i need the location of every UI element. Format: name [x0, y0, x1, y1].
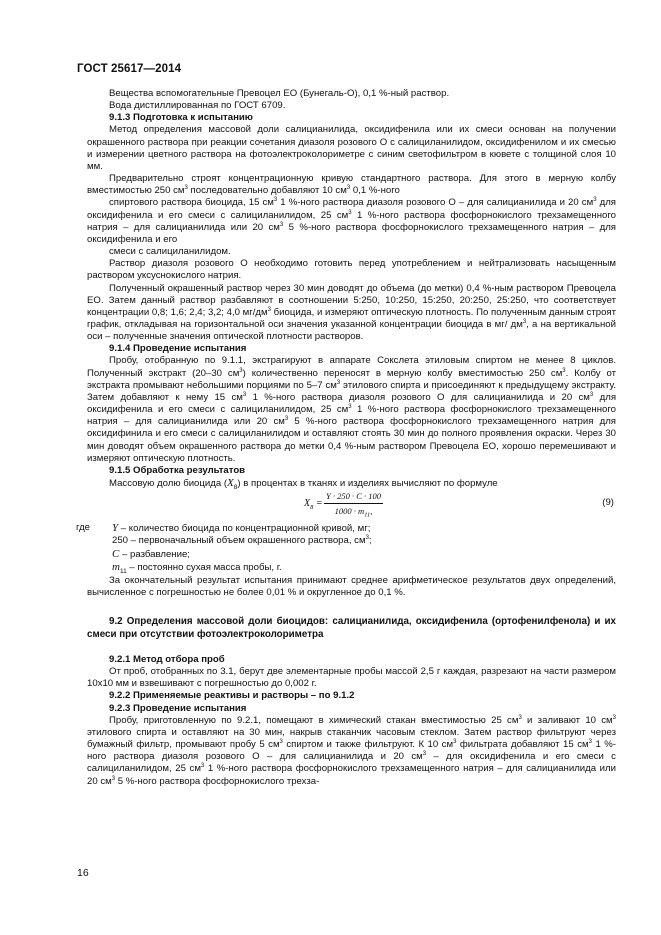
superscript: 3 [239, 367, 243, 374]
text: 5 %-ного раствора фосфорнокислого трехзамещенного натрия – для оксидифенила и его [87, 221, 616, 245]
formula-number: (9) [602, 497, 614, 509]
text: этилового спирта и присоединяют к предыдущему экстракту. Затем добавляют к нему 15 см [87, 379, 616, 403]
text: Вещества вспомогательные Превоцел ЕО (Бунегаль-О), 0,1 %-ный раствор. [109, 88, 450, 99]
formula-denominator [324, 504, 383, 517]
text: 1 %-ного раствора диазоля розового О – для салицианилида и 20 см [277, 197, 594, 209]
superscript: 3 [200, 763, 205, 770]
superscript: 3 [588, 738, 592, 745]
paragraph [87, 477, 616, 490]
text: спиртом и также фильтруют. К 10 см [282, 739, 454, 751]
superscript: 3 [562, 367, 566, 374]
section-heading: 9.2 Определения массовой доли биоцидов: салицианилида, оксидифенила (ортофенилфенола) и их смеси при отсутствии фотоэлектроколориметра [87, 615, 616, 640]
text: Вода дистиллированная по ГОСТ 6709. [109, 100, 286, 112]
text: – разбавление; [119, 549, 190, 561]
text: 5 %-ного раствора фосфорнокислого трехзамещенного натрия для оксидифинила и его смеси с салициланилидом и оставляют стоять 30 мин до полного проявления окраски. Через 30 мин доводят объем окрашенного раствора до метки 0,4 %-ным раствором Превоцела ЕО, хорошо перемешивают и измеряют оптическую плотность. [87, 416, 616, 464]
paragraph: Раствор диазоля розового О необходимо готовить перед употреблением и нейтрализовать насыщенным раствором уксуснокислого натрия. [87, 258, 616, 282]
paragraph [87, 100, 616, 112]
symbol-c: C [112, 548, 120, 561]
page-number: 16 [77, 867, 89, 879]
definition-row [87, 561, 616, 574]
text: Предварительно строят концентрационную кривую стандартного раствора. Для этого в мерную колбу вместимостью 250 см [87, 173, 616, 197]
symbol-m: m [112, 561, 120, 574]
text: спиртового раствора биоцида, 15 см [109, 197, 274, 209]
text: – количество биоцида по концентрационной кривой, мг; [118, 523, 371, 535]
definition-row [87, 548, 616, 561]
superscript: 3 [365, 535, 369, 542]
text: ) количественно переносят в мерную колбу вместимостью 250 см [242, 367, 563, 379]
text: для оксидифенила и его смеси с салициланилидом, 25 см [87, 197, 616, 221]
subscript: 11 [119, 568, 127, 576]
section-heading: 9.1.5 Обработка результатов [109, 464, 246, 476]
document-body [76, 88, 617, 788]
text: биоцида, и измеряют оптическую плотность. По полученным данным строят график, откладывая на горизонтальной оси значения указанной концентрации биоцида в мг/ дм [87, 306, 616, 330]
paragraph: От проб, отобранных по 3.1, берут две элементарные пробы массой 2,5 г каждая, разрезают на части размером 10x10 мм и взвешивают с погрешностью до 0,002 г. [87, 666, 616, 690]
text: ) в процентах в тканях и изделиях вычисляют по формуле [237, 478, 498, 489]
text: Пробу, отобранную по 9.1.1, экстрагируют в аппарате Сокслета этиловым спиртом не менее 8 циклов. Полученный экстракт (20–30 см [87, 355, 616, 379]
superscript: 3 [522, 318, 527, 325]
paragraph: смеси с салициланилидом. [109, 246, 231, 258]
paragraph: Метод определения массовой доли салицианилида, оксидифенила или их смеси основан на получении окрашенного раствора при реакции сочетания диазоля розового О с салициланилидом, оксидифенилом и их смесью и измерении цветного раствора на фотоэлектроколориметре с синим светофильтром в кювете с толщиной слоя 10 мм. [87, 124, 616, 172]
formula-symbol: X [304, 498, 311, 510]
superscript: 3 [336, 379, 341, 386]
superscript: 3 [273, 197, 278, 204]
superscript: 3 [279, 738, 283, 745]
text: – постоянно сухая масса пробы, г. [126, 562, 282, 574]
superscript: 3 [593, 197, 597, 204]
text: 1 %-ного раствора фосфорнокислого трехзамещенного натрия – для салицианилида или 20 см [87, 209, 616, 233]
paragraph [87, 173, 616, 197]
text: 1000 · m [334, 506, 365, 517]
formula-lhs [304, 498, 323, 510]
paragraph [87, 197, 616, 246]
text: последовательно добавляют 10 см [187, 185, 347, 197]
subscript: 11 [364, 512, 371, 519]
paragraph [87, 283, 616, 344]
text: для оксидифенила и его смеси с салициланилидом, 25 см [87, 391, 617, 416]
superscript: 3 [279, 221, 284, 228]
superscript: 3 [589, 391, 594, 398]
superscript: 3 [612, 714, 616, 721]
superscript: 3 [111, 775, 116, 782]
section-heading: 9.2.2 Применяемые реактивы и растворы – по 9.1.2 [109, 690, 355, 702]
superscript: 3 [346, 185, 351, 192]
formula-numerator: Y · 250 · C · 100 [324, 490, 383, 504]
text: 5 %-ного раствора фосфорнокислого трехза- [115, 775, 320, 787]
formula-definitions [76, 522, 616, 576]
section-heading: 9.1.4 Проведение испытания [109, 343, 247, 355]
text: , [370, 506, 373, 517]
definition-row [87, 535, 616, 548]
text: 0,1 %-ного [350, 185, 400, 197]
paragraph: За окончательный результат испытания принимают среднее арифметическое результатов двух определений, вычисленное с погрешностью не более 0,01 % и округленное до 0,1 %. [87, 574, 616, 598]
text: 1 %-ного раствора диазоля розового О – для салицианилида и 20 см [87, 739, 616, 763]
superscript: 3 [267, 306, 271, 313]
superscript: 3 [184, 185, 188, 192]
text: этилового спирта и оставляют на 30 мин, накрыв стаканчик часовым стеклом. Затем раствор фильтруют через бумажный фильтр, промывают пробу 5 см [87, 726, 616, 751]
symbol-x: X [227, 477, 234, 489]
definition-row [76, 522, 616, 535]
superscript: 3 [242, 391, 247, 398]
section-heading: 9.2.3 Проведение испытания [109, 702, 247, 714]
text: ; [368, 535, 372, 547]
text: – для оксидифенила и его смеси с салициланилидом, 25 см [87, 751, 616, 775]
superscript: 3 [518, 714, 522, 721]
text: и заливают 10 см [521, 714, 613, 726]
section-heading: 9.2.1 Метод отбора проб [109, 653, 225, 665]
text: фильтрата добавляют 15 см [456, 739, 589, 751]
standard-title: ГОСТ 25617—2014 [77, 63, 182, 75]
formula-fraction [324, 490, 383, 517]
section-heading: 9.1.3 Подготовка к испытанию [109, 112, 253, 124]
superscript: 3 [348, 403, 352, 410]
text: 250 – первоначальный объем окрашенного раствора, см [112, 535, 366, 547]
subscript: 8 [233, 483, 238, 491]
paragraph [87, 88, 616, 100]
text: . Колбу от экстракта промывают небольшими порциями по 5–7 см [87, 367, 616, 391]
where-label: где [76, 522, 91, 534]
superscript: 3 [284, 416, 289, 423]
paragraph [87, 355, 616, 464]
text: Полученный окрашенный раствор через 30 мин доводят до объема (до метки) 0,4 %-ным раствором Превоцела ЕО. Затем данный раствор разбавляют в соотношении 5:250, 10:250, 15:250, 20:250, 25:250, что соответствует концентрации 0,8; 1,6; 2,4; 3,2; 4,0 мг/дм [87, 282, 616, 318]
paragraph [87, 715, 616, 788]
superscript: 3 [348, 209, 352, 216]
subscript: 8 [310, 504, 314, 512]
text: 1 %-ного раствора фосфорнокислого трехзамещенного натрия – для салицианилида или 20 см [87, 763, 616, 787]
text: Пробу, приготовленную по 9.2.1, помещают в химический стакан вместимостью 25 см [109, 714, 519, 726]
text: Массовую долю биоцида ( [109, 478, 228, 489]
superscript: 3 [453, 738, 457, 745]
text: 1 %-ного раствора фосфорнокислого трехзамещенного натрия – для салицианилида или 20 см [87, 404, 616, 428]
superscript: 3 [422, 751, 427, 757]
formula-9 [87, 490, 616, 522]
text: 1 %-ного раствора диазоля розового О для салицианилида и 20 см [246, 391, 590, 403]
equals-sign: = [313, 498, 323, 510]
text: , а на вертикальной оси – полученные значения оптической плотности растворов. [87, 318, 616, 343]
symbol-y: Y [112, 522, 119, 535]
